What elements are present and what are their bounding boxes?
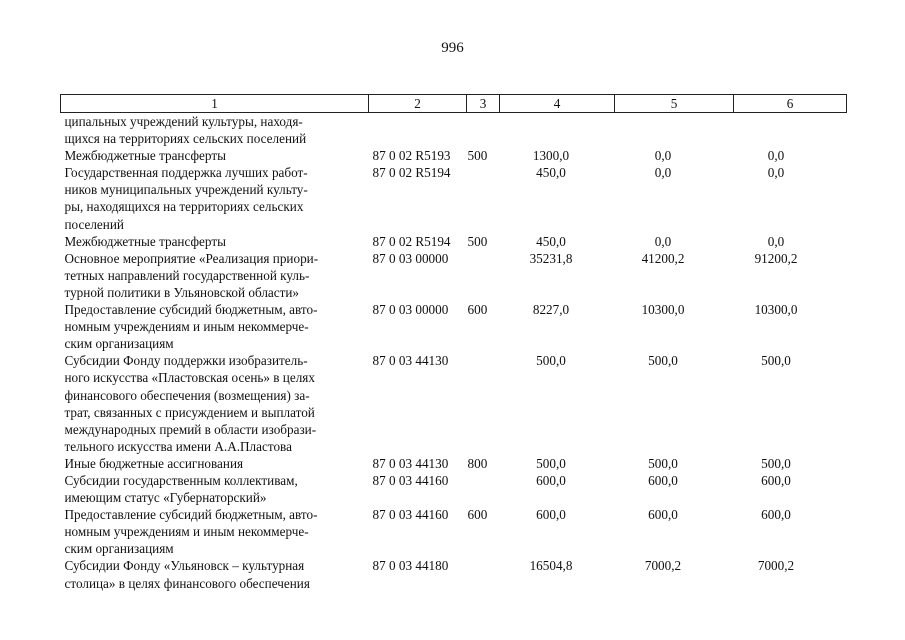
row-value-2019 xyxy=(500,113,615,148)
row-code: 87 0 03 44160 xyxy=(372,472,449,488)
row-vr xyxy=(467,472,500,506)
row-value-2019: 450,0 xyxy=(536,233,566,249)
row-value-2021: 0,0 xyxy=(767,148,785,164)
row-vr: 600 xyxy=(467,507,488,523)
row-name-line: Межбюджетные трансферты xyxy=(64,233,226,249)
row-value-2019: 500,0 xyxy=(536,353,566,369)
row-code: 87 0 02 R5194 xyxy=(372,165,451,181)
row-value-2020: 600,0 xyxy=(648,507,678,523)
row-value-2021: 500,0 xyxy=(761,353,791,369)
row-name-line: номным учреждениям и иным некоммерче- xyxy=(64,524,309,540)
row-name-line: тетных направлений государственной куль- xyxy=(64,267,310,283)
row-name-line: Государственная поддержка лучших работ- xyxy=(64,165,308,181)
row-code: 87 0 02 R5194 xyxy=(372,233,451,249)
row-name-line: Основное мероприятие «Реализация приори- xyxy=(64,250,319,266)
row-name-line: Субсидии Фонду поддержки изобразитель- xyxy=(64,353,308,369)
row-code: 87 0 02 R5193 xyxy=(372,148,451,164)
table-row xyxy=(61,233,847,250)
row-name-line: трат, связанных с присуждением и выплатой xyxy=(64,404,315,420)
header-col-5: 5 xyxy=(615,95,734,113)
row-value-2019: 16504,8 xyxy=(529,558,573,574)
row-value-2021: 600,0 xyxy=(761,507,791,523)
row-value-2019: 600,0 xyxy=(536,472,566,488)
row-value-2021: 0,0 xyxy=(767,165,785,181)
row-value-2019: 600,0 xyxy=(536,507,566,523)
row-name-line: Предоставление субсидий бюджетным, авто- xyxy=(64,507,318,523)
table-row xyxy=(61,164,847,232)
row-name xyxy=(61,557,369,591)
row-value-2020: 0,0 xyxy=(654,165,672,181)
row-value-2019: 500,0 xyxy=(536,455,566,471)
row-name-line: ским организациям xyxy=(64,336,174,352)
page-number: 996 xyxy=(441,40,464,56)
table-row xyxy=(61,352,847,455)
table-row xyxy=(61,472,847,506)
row-vr xyxy=(467,250,500,301)
row-value-2020: 500,0 xyxy=(648,455,678,471)
row-vr xyxy=(467,557,500,591)
table-row xyxy=(61,301,847,352)
row-code: 87 0 03 44180 xyxy=(372,558,449,574)
row-name-line: международных премий в области изобрази- xyxy=(64,421,317,437)
row-value-2020: 0,0 xyxy=(654,148,672,164)
table-row xyxy=(61,250,847,301)
header-row xyxy=(61,95,847,113)
row-value-2021: 7000,2 xyxy=(757,558,795,574)
row-name xyxy=(61,506,369,557)
row-name-line: ного искусства «Пластовская осень» в целях xyxy=(64,370,315,386)
header-col-3: 3 xyxy=(467,95,500,113)
row-value-2020: 600,0 xyxy=(648,472,678,488)
row-name xyxy=(61,164,369,232)
table-row xyxy=(61,147,847,164)
row-value-2021: 0,0 xyxy=(767,233,785,249)
row-code: 87 0 03 44130 xyxy=(372,353,449,369)
row-name-line: тельного искусства имени А.А.Пластова xyxy=(64,438,292,454)
row-vr xyxy=(467,113,500,148)
row-name-line: ников муниципальных учреждений культу- xyxy=(64,182,308,198)
header-col-6: 6 xyxy=(734,95,847,113)
row-vr xyxy=(467,352,500,455)
row-vr: 500 xyxy=(467,148,488,164)
row-vr: 800 xyxy=(467,455,488,471)
row-value-2019: 8227,0 xyxy=(532,302,570,318)
row-value-2020: 7000,2 xyxy=(644,558,682,574)
table-row xyxy=(61,557,847,591)
row-code: 87 0 03 00000 xyxy=(372,250,449,266)
row-value-2021: 91200,2 xyxy=(754,250,798,266)
row-value-2019: 35231,8 xyxy=(529,250,573,266)
row-vr: 500 xyxy=(467,233,488,249)
row-value-2021 xyxy=(734,113,847,148)
row-name xyxy=(61,352,369,455)
row-name-line: поселений xyxy=(64,216,124,232)
row-code xyxy=(369,113,467,148)
row-value-2020: 0,0 xyxy=(654,233,672,249)
row-name xyxy=(61,147,369,164)
table-body xyxy=(61,113,847,592)
row-name-line: Субсидии государственным коллективам, xyxy=(64,472,298,488)
table-row xyxy=(61,506,847,557)
row-name-line: столица» в целях финансового обеспечения xyxy=(64,575,310,591)
row-name xyxy=(61,233,369,250)
row-vr xyxy=(467,164,500,232)
row-value-2020: 500,0 xyxy=(648,353,678,369)
row-value-2019: 1300,0 xyxy=(532,148,570,164)
row-name-line: финансового обеспечения (возмещения) за- xyxy=(64,387,310,403)
row-value-2021: 10300,0 xyxy=(754,302,798,318)
row-name-line: Межбюджетные трансферты xyxy=(64,148,226,164)
header-col-1: 1 xyxy=(61,95,369,113)
row-value-2020 xyxy=(615,113,734,148)
row-value-2019: 450,0 xyxy=(536,165,566,181)
row-name-line: ры, находящихся на территориях сельских xyxy=(64,199,304,215)
row-name-line: Иные бюджетные ассигнования xyxy=(64,455,244,471)
row-name-line: щихся на территориях сельских поселений xyxy=(64,131,307,147)
row-code: 87 0 03 44160 xyxy=(372,507,449,523)
row-name-line: турной политики в Ульяновской области» xyxy=(64,284,300,300)
row-name-line: ципальных учреждений культуры, находя- xyxy=(64,114,303,129)
row-name xyxy=(61,250,369,301)
row-name-line: Предоставление субсидий бюджетным, авто- xyxy=(64,302,318,318)
row-name xyxy=(61,472,369,506)
row-name-line: ским организациям xyxy=(64,541,174,557)
budget-table xyxy=(60,94,847,592)
row-name xyxy=(61,455,369,472)
row-name-line: номным учреждениям и иным некоммерче- xyxy=(64,319,309,335)
row-name xyxy=(61,113,369,148)
header-col-2: 2 xyxy=(369,95,467,113)
table-header xyxy=(61,95,847,113)
row-vr: 600 xyxy=(467,302,488,318)
row-value-2021: 600,0 xyxy=(761,472,791,488)
row-value-2021: 500,0 xyxy=(761,455,791,471)
row-name-line: имеющим статус «Губернаторский» xyxy=(64,490,267,506)
row-code: 87 0 03 00000 xyxy=(372,302,449,318)
row-value-2020: 10300,0 xyxy=(641,302,685,318)
table-row xyxy=(61,455,847,472)
table-row xyxy=(61,113,847,148)
row-code: 87 0 03 44130 xyxy=(372,455,449,471)
row-name-line: Субсидии Фонду «Ульяновск – культурная xyxy=(64,558,305,574)
row-name xyxy=(61,301,369,352)
header-col-4: 4 xyxy=(500,95,615,113)
row-value-2020: 41200,2 xyxy=(641,250,685,266)
